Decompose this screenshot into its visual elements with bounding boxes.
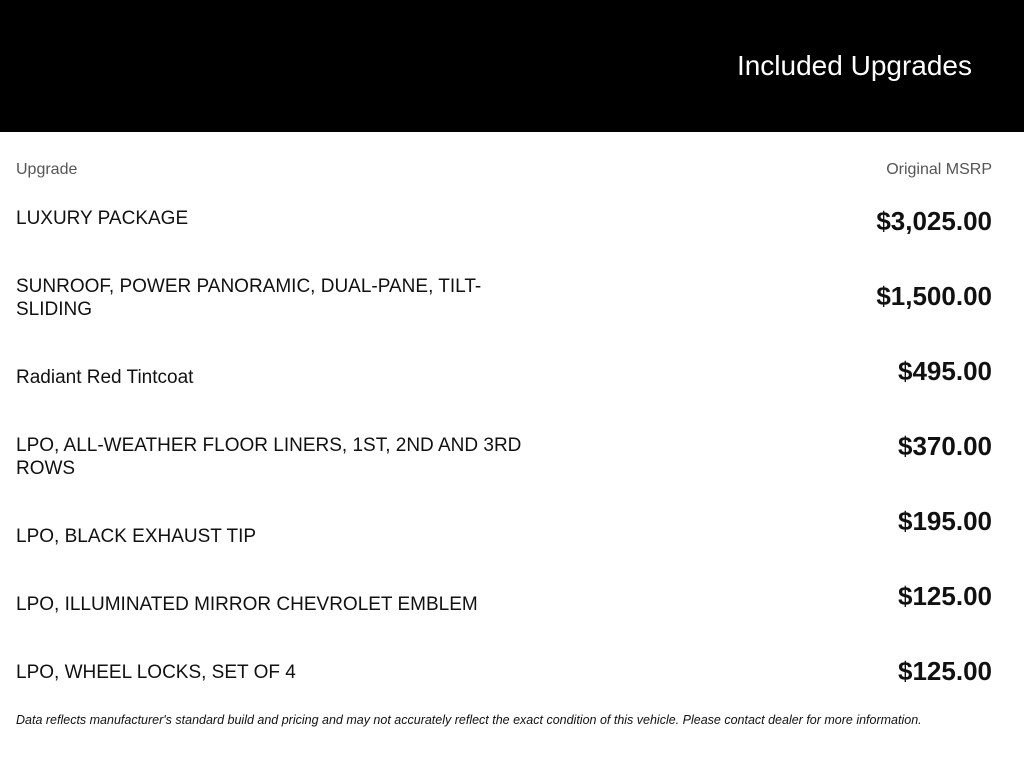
upgrade-price: $3,025.00 [876,206,992,236]
table-row [0,423,1024,498]
column-header-msrp: Original MSRP [886,161,992,178]
upgrade-name: Radiant Red Tintcoat [16,367,194,388]
column-header-upgrade: Upgrade [16,161,78,178]
table-row [0,506,1024,589]
upgrade-price: $195.00 [898,506,992,536]
upgrade-name: SUNROOF, POWER PANORAMIC, DUAL-PANE, TILT-SLIDING [16,276,482,320]
upgrade-name: LPO, ALL-WEATHER FLOOR LINERS, 1ST, 2ND AND 3RD ROWS [16,435,522,479]
upgrade-price: $125.00 [898,581,992,611]
upgrade-price: $1,500.00 [876,281,992,311]
page-title: Included Upgrades [736,50,972,81]
upgrade-price: $125.00 [898,656,992,686]
upgrade-price: $370.00 [898,431,992,461]
table-row [0,355,1024,430]
disclaimer-text: Data reflects manufacturer's standard build and pricing and may not accurately reflect the exact condition of this vehicle. Please contact dealer for more information. [16,713,922,727]
table-row [0,264,1024,339]
header-banner [0,0,1024,132]
upgrade-name: LPO, ILLUMINATED MIRROR CHEVROLET EMBLEM [16,594,478,615]
upgrade-price: $495.00 [898,356,992,386]
upgrade-name: LPO, WHEEL LOCKS, SET OF 4 [16,662,296,683]
upgrade-name: LPO, BLACK EXHAUST TIP [16,526,257,547]
upgrade-name: LUXURY PACKAGE [16,208,189,229]
table-row [0,582,1024,657]
table-row [0,196,1024,271]
